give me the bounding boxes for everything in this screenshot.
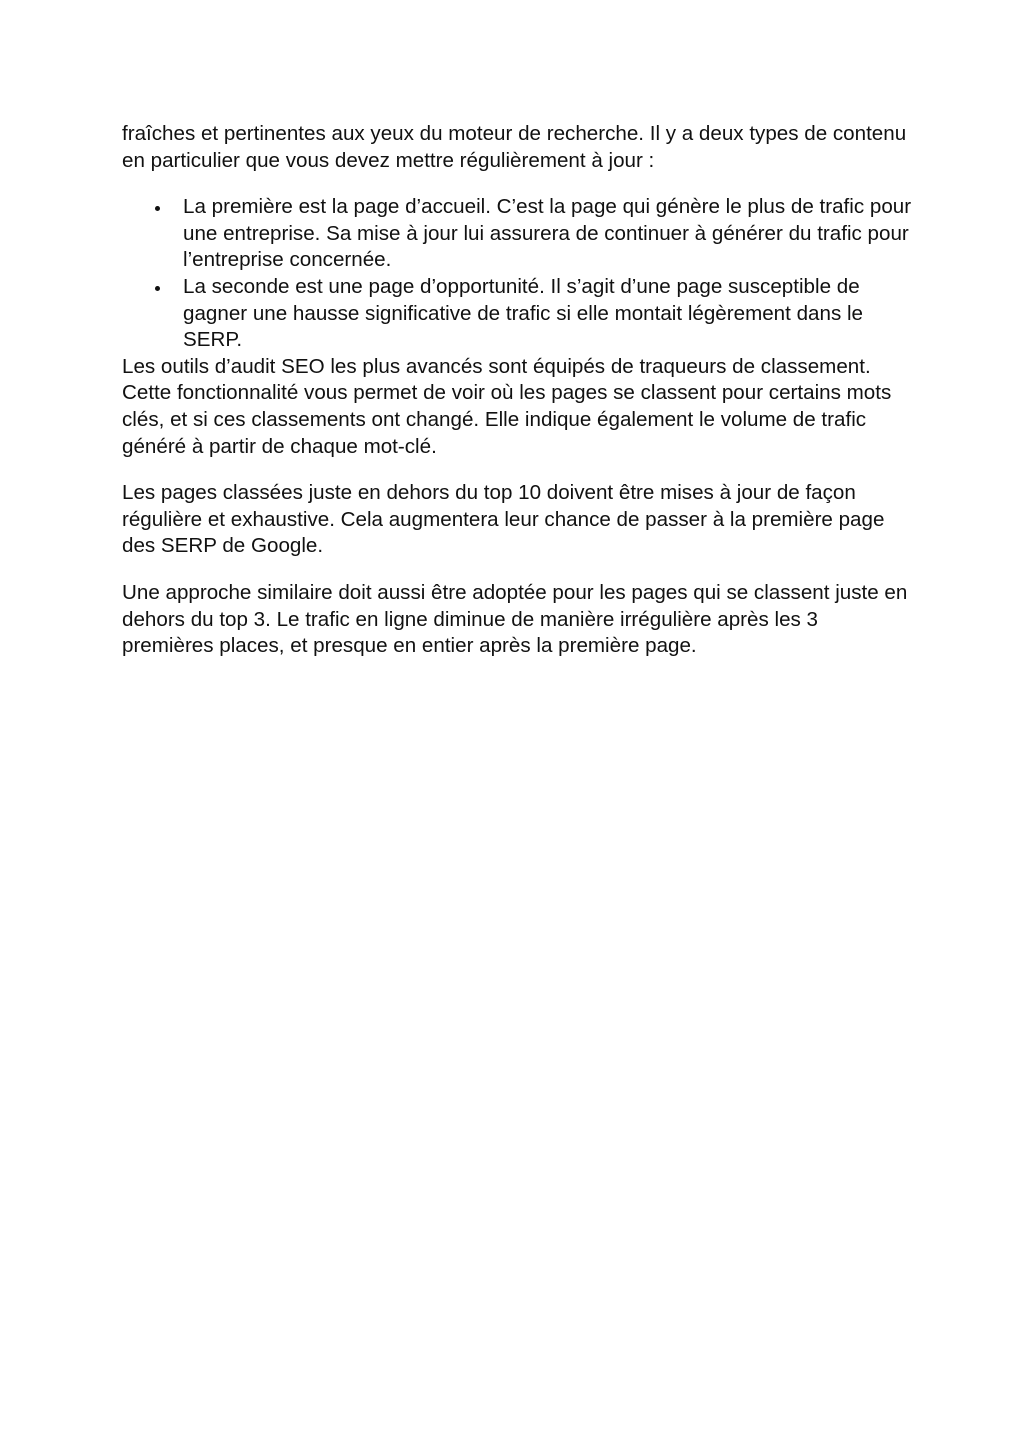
list-item bbox=[122, 194, 912, 274]
bullet-icon bbox=[155, 206, 160, 211]
body-paragraph: Les outils d’audit SEO les plus avancés sont équipés de traqueurs de classement. Cette fonctionnalité vous permet de voir où les pages se classent pour certains mots clés, et si ces classements ont changé. Elle indique également le volume de trafic généré à partir de chaque mot-clé. bbox=[122, 354, 892, 458]
body-paragraph: Les pages classées juste en dehors du top 10 doivent être mises à jour de façon régulière et exhaustive. Cela augmentera leur chance de passer à la première page des SERP de Google. bbox=[122, 481, 885, 558]
list-item-text: La première est la page d’accueil. C’est la page qui génère le plus de trafic pour une entreprise. Sa mise à jour lui assurera de continuer à générer du trafic pour l’entreprise concernée. bbox=[183, 195, 912, 272]
bullet-icon bbox=[155, 286, 160, 291]
intro-paragraph: fraîches et pertinentes aux yeux du moteur de recherche. Il y a deux types de contenu en particulier que vous devez mettre régulièrement à jour : bbox=[122, 122, 907, 172]
body-paragraph: Une approche similaire doit aussi être adoptée pour les pages qui se classent juste en dehors du top 3. Le trafic en ligne diminue de manière irrégulière après les 3 premières places, et presque en entier après la première page. bbox=[122, 580, 908, 658]
bullet-list bbox=[122, 194, 912, 354]
list-item bbox=[122, 274, 912, 354]
document-body bbox=[122, 121, 912, 660]
list-item-text: La seconde est une page d’opportunité. Il s’agit d’une page susceptible de gagner une hausse significative de trafic si elle montait légèrement dans le SERP. bbox=[183, 274, 863, 352]
